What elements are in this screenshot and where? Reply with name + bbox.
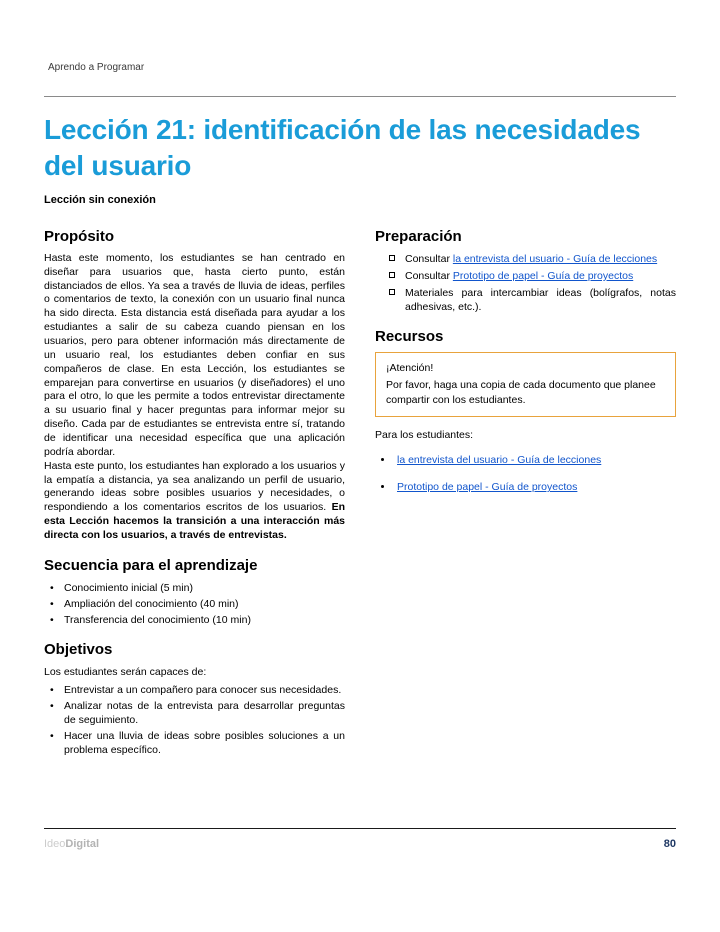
preparation-item <box>375 252 676 266</box>
header-brand: Aprendo a Programar <box>48 62 145 73</box>
bullet-icon <box>381 485 384 488</box>
proposito-paragraph-2 <box>44 460 345 543</box>
bullet-icon <box>381 458 384 461</box>
attention-title: ¡Atención! <box>386 362 434 375</box>
left-column <box>44 228 345 760</box>
prep-item-prefix: Consultar <box>405 269 453 282</box>
recursos-heading: Recursos <box>375 328 444 346</box>
objective-item <box>44 699 345 727</box>
objetivos-heading: Objetivos <box>44 641 113 659</box>
proposito-paragraph-1: Hasta este momento, los estudiantes se han centrado en diseñar para usuarios que, hasta cierto punto, están distanciados de ellos. Ya sea a través de lluvia de ideas, perfiles o comentarios de texto, la conexión con un usuario final nunca ha sido directa. Esta distancia está diseñada para ayudar a los estudiantes a salir de su cabeza cuando piensan en los usuarios, pero para obtener información más directamente de un usuario real, los estudiantes deben confiar en sus compañeros de clase. En esta Lección, los estudiantes se emparejan para convertirse en usuarios (y diseñadores) el uno para el otro, lo que les permite a todos entrevistar directamente a su usuario final y hacer preguntas para informar mejor su diseño. Cada par de estudiantes se entrevista entre sí, tratando de identificar una necesidad específica que una aplicación podría abordar. <box>44 251 345 458</box>
checkbox-icon <box>389 272 395 278</box>
students-label: Para los estudiantes: <box>375 429 474 442</box>
objective-item <box>44 683 345 697</box>
checkbox-icon <box>389 255 395 261</box>
student-resource-item <box>375 480 676 494</box>
right-column <box>375 228 676 760</box>
footer-brand-ideo: Ideo <box>44 838 66 850</box>
footer-brand <box>44 838 99 850</box>
lesson-mode-label: Lección sin conexión <box>44 193 156 206</box>
objective-item <box>44 729 345 757</box>
prep-item-prefix: Consultar <box>405 252 453 265</box>
student-resource-link[interactable]: Prototipo de papel - Guía de proyectos <box>397 481 578 494</box>
sequence-item <box>44 597 345 611</box>
proposito-paragraph-2-text: Hasta este punto, los estudiantes han explorado a los usuarios y la empatía a distancia, ya sea analizando un perfil de usuario, generando ideas sobre posibles usuarios y necesidades, o respondiendo a los comentarios escritos de los usuarios. <box>44 459 345 514</box>
objetivos-intro: Los estudiantes serán capaces de: <box>44 666 207 679</box>
bullet-icon: • <box>50 699 54 712</box>
page-title: Lección 21: identificación de las necesidades del usuario <box>44 114 641 182</box>
page-number: 80 <box>663 838 676 850</box>
preparacion-heading: Preparación <box>375 227 462 245</box>
bullet-icon: • <box>50 581 54 594</box>
sequence-item-label: Conocimiento inicial (5 min) <box>64 581 193 594</box>
attention-body: Por favor, haga una copia de cada documento que planee compartir con los estudiantes. <box>386 378 656 406</box>
prep-item-prefix: Materiales para intercambiar ideas (bolígrafos, notas adhesivas, etc.). <box>405 287 676 314</box>
bullet-icon: • <box>50 598 54 610</box>
secuencia-heading: Secuencia para el aprendizaje <box>44 556 258 574</box>
preparation-item-text <box>405 286 676 314</box>
sequence-item <box>44 581 345 595</box>
bullet-icon: • <box>50 614 54 627</box>
bullet-icon: • <box>50 730 54 743</box>
bullet-icon: • <box>50 683 54 696</box>
header-divider <box>44 96 676 97</box>
doc-header <box>44 62 676 73</box>
attention-callout <box>375 352 676 417</box>
checkbox-icon <box>389 289 395 295</box>
sequence-item <box>44 613 345 627</box>
objective-item-label: Analizar notas de la entrevista para desarrollar preguntas de seguimiento. <box>64 699 345 726</box>
prep-item-link[interactable]: Prototipo de papel - Guía de proyectos <box>452 269 634 282</box>
preparation-item-text <box>405 252 676 266</box>
footer-row <box>44 829 676 850</box>
two-column-layout <box>44 228 676 760</box>
footer-brand-digital: Digital <box>65 838 100 850</box>
sequence-item-label: Ampliación del conocimiento (40 min) <box>64 598 239 610</box>
page-footer <box>44 828 676 850</box>
student-resource-item <box>375 453 676 467</box>
sequence-item-label: Transferencia del conocimiento (10 min) <box>64 614 251 627</box>
prep-item-link[interactable]: la entrevista del usuario - Guía de lecciones <box>452 252 658 265</box>
proposito-heading: Propósito <box>44 227 114 245</box>
proposito-paragraph-2-bold: En esta Lección hacemos la transición a una interacción más directa con los usuarios, a través de entrevistas. <box>44 501 345 541</box>
objective-item-label: Entrevistar a un compañero para conocer sus necesidades. <box>64 683 342 696</box>
objective-item-label: Hacer una lluvia de ideas sobre posibles soluciones a un problema específico. <box>64 730 345 757</box>
preparation-item <box>375 286 676 314</box>
preparation-item <box>375 269 676 283</box>
student-resource-link[interactable]: la entrevista del usuario - Guía de lecciones <box>397 454 602 467</box>
preparation-item-text <box>405 269 676 283</box>
